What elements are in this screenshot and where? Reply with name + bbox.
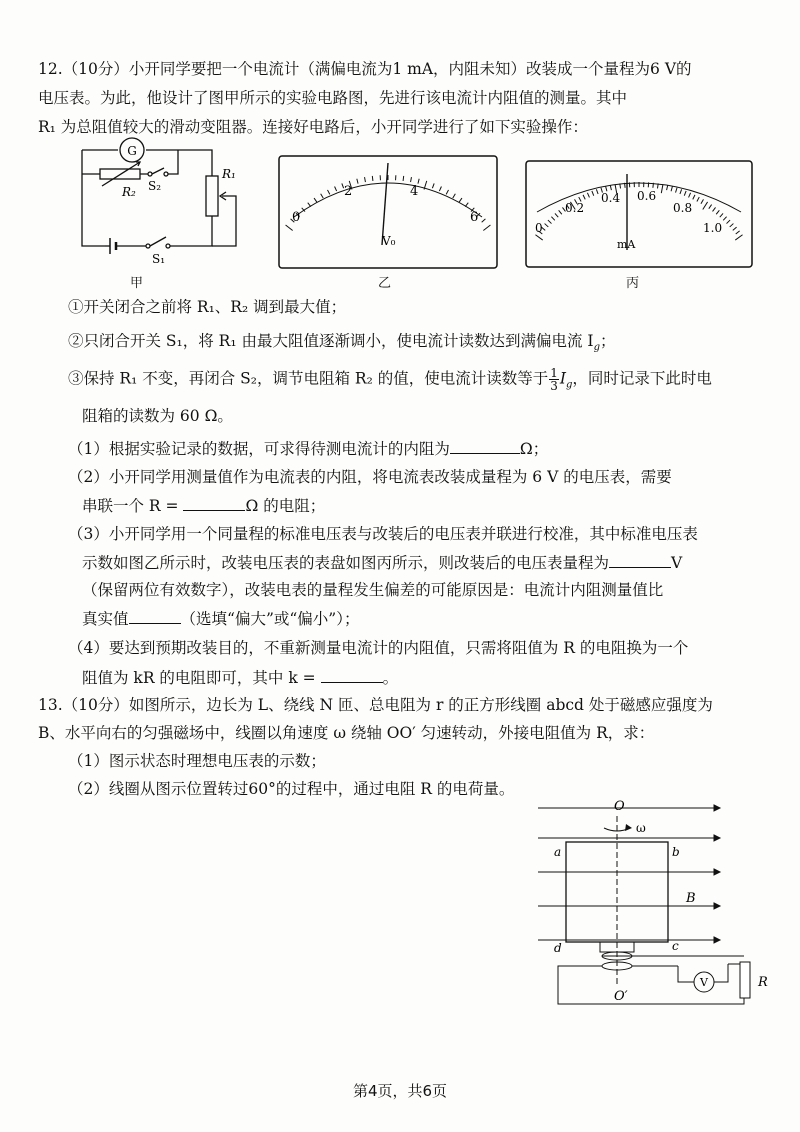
dial-tick: [483, 225, 490, 231]
dial-tick: [559, 210, 562, 214]
yi-tick-0: 0: [292, 210, 301, 225]
dial-tick: [709, 205, 712, 209]
omega-label: ω: [636, 821, 646, 835]
dial-tick: [545, 224, 549, 227]
dial-tick: [555, 213, 558, 217]
dial-tick: [335, 186, 337, 191]
dial-tick: [733, 227, 737, 230]
bing-tick-02: 0.2: [565, 201, 585, 215]
q12-step3-cont: 阻箱的读数为 60 Ω。: [82, 407, 233, 425]
caption-yi: 乙: [378, 276, 392, 291]
bing-tick-04: 0.4: [601, 191, 621, 205]
q12-line3: R₁ 为总阻值较大的滑动变阻器。连接好电路后，小开同学进行了如下实验操作：: [38, 118, 588, 136]
yi-unit: V₀: [382, 234, 396, 248]
voltmeter-label: V: [700, 976, 708, 989]
answer-blank-5[interactable]: [321, 666, 383, 683]
q12-step3: ③保持 R₁ 不变，再闭合 S₂，调节电阻箱 R₂ 的值，使电流计读数等于 $\frac{1}{3}$ $I_g$，同时记录下此时电: [68, 366, 712, 393]
dial-tick: [713, 207, 716, 211]
q12-part3-line1: （3）小开同学用一个同量程的标准电压表与改装后的电压表并联进行校准，其中标准电压表: [68, 525, 698, 543]
milliammeter-dial-bing: [525, 160, 753, 268]
field-label-b: B: [686, 891, 696, 906]
axis-label-o-prime: O′: [614, 989, 628, 1004]
dial-tick: [286, 225, 293, 231]
q12-line2: 电压表。为此，他设计了图甲所示的实验电路图，先进行该电流计内阻值的测量。其中: [38, 89, 628, 107]
field-arrowhead: [714, 937, 720, 943]
fraction-one-third: $\frac{1}{3}$: [550, 366, 558, 393]
q12-part4-line2: 阻值为 kR 的电阻即可，其中 k = 。: [82, 666, 398, 689]
dial-tick: [592, 191, 594, 196]
dial-tick: [587, 193, 589, 198]
q12-part3-line4: 真实值 （选填“偏大”或“偏小”）；: [82, 607, 359, 630]
q13-line1: 13.（10分）如图所示，边长为 L、绕线 N 匝、总电阻为 r 的正方形线圈 abcd 处于磁感应强度为: [38, 696, 713, 714]
dial-tick: [403, 176, 404, 181]
dial-tick: [328, 190, 330, 194]
bing-tick-06: 0.6: [637, 189, 657, 203]
dial-tick: [716, 210, 719, 214]
dial-tick: [411, 177, 412, 182]
q13-part2: （2）线圈从图示位置转过60°的过程中，通过电阻 R 的电荷量。: [68, 780, 515, 798]
dial-tick: [693, 195, 695, 199]
answer-blank-1[interactable]: [450, 437, 520, 454]
answer-blank-4[interactable]: [129, 607, 181, 624]
dial-tick: [689, 193, 691, 198]
q12-step1: ①开关闭合之前将 R₁、R₂ 调到最大值；: [68, 298, 347, 316]
resistor-label: R: [758, 975, 768, 990]
field-arrowhead: [714, 835, 720, 841]
q12-part3-line2: 示数如图乙所示时，改装电压表的表盘如图丙所示，则改装后的电压表量程为 V: [82, 551, 682, 574]
dial-tick: [482, 219, 486, 222]
q12-part2-line2: 串联一个 R = Ω 的电阻；: [82, 494, 325, 517]
dial-tick: [703, 202, 708, 210]
dial-tick: [365, 177, 366, 182]
dial-tick: [321, 194, 324, 198]
q13-line2: B、水平向右的匀强磁场中，线圈以角速度 ω 绕轴 OO′ 匀速转动，外接电阻值为 R，求：: [38, 724, 655, 742]
q12-step2: ②只闭合开关 S₁，将 R₁ 由最大阻值逐渐调小，使电流计读数达到满偏电流 $I_g$；: [68, 332, 616, 354]
dial-tick: [735, 235, 742, 240]
dial-tick: [610, 185, 611, 190]
corner-d: d: [554, 941, 562, 955]
dial-tick: [671, 186, 672, 191]
dial-tick: [548, 220, 552, 224]
dial-tick: [357, 179, 358, 184]
corner-a: a: [554, 845, 562, 859]
page-footer: 第4页，共6页: [352, 1082, 448, 1100]
yi-tick-2: 2: [344, 184, 353, 199]
field-arrowhead: [714, 805, 720, 811]
q13-part1: （1）图示状态时理想电压表的示数；: [68, 752, 326, 770]
corner-c: c: [672, 939, 679, 953]
s1-label: S₁: [152, 252, 166, 266]
dial-tick: [372, 176, 373, 181]
q12-line1: 12.（10分）小开同学要把一个电流计（满偏电流为1 mA，内阻未知）改装成一个量程为6 V的: [38, 60, 692, 78]
dial-tick: [727, 220, 731, 224]
bing-tick-08: 0.8: [673, 201, 693, 215]
bing-unit: mA: [617, 238, 636, 251]
dial-tick: [446, 190, 448, 194]
dial-tick: [583, 195, 585, 199]
magnetic-field-lines: [538, 805, 720, 943]
dial-tick: [418, 179, 419, 184]
dial-tick: [720, 213, 723, 217]
dial-tick: [439, 186, 441, 191]
field-arrowhead: [714, 903, 720, 909]
circuit-diagram-jia: [60, 136, 250, 266]
q12-part2-line1: （2）小开同学用测量值作为电流表的内阻，将电流表改装成量程为 6 V 的电压表，需要: [68, 468, 672, 486]
yi-tick-4: 4: [410, 184, 419, 199]
answer-blank-2[interactable]: [183, 494, 245, 511]
r1-label: R₁: [222, 167, 236, 181]
q12-part3-line3: （保留两位有效数字），改装电表的量程发生偏差的可能原因是：电流计内阻测量值比: [82, 581, 664, 599]
dial-tick: [459, 198, 462, 202]
dial-tick: [730, 224, 734, 227]
corner-b: b: [672, 845, 680, 859]
dial-tick: [661, 184, 663, 193]
dial-tick: [697, 197, 699, 201]
dial-tick: [701, 199, 704, 203]
voltmeter-dial-yi: [278, 155, 498, 269]
dial-tick: [676, 188, 677, 193]
dial-tick: [551, 217, 554, 221]
q12-part4-line1: （4）要达到预期改装目的，不重新测量电流计的内阻值，只需将阻值为 R 的电阻换为一个: [68, 639, 689, 657]
dial-tick: [723, 217, 726, 221]
axis-label-o: O: [614, 799, 625, 814]
bing-tick-10: 1.0: [703, 221, 723, 235]
r2-label: R₂: [122, 185, 136, 199]
bing-tick-0: 0: [535, 221, 543, 235]
yi-tick-6: 6: [470, 210, 479, 225]
dial-tick: [314, 198, 317, 202]
dial-tick: [680, 189, 682, 194]
coil-diagram: [528, 794, 778, 1016]
dial-tick: [535, 235, 542, 240]
q12-part1: （1）根据实验记录的数据，可求得待测电流计的内阻为 Ω；: [68, 437, 548, 460]
caption-jia: 甲: [130, 276, 144, 291]
dial-tick: [453, 194, 456, 198]
dial-tick: [667, 185, 668, 190]
dial-tick: [596, 189, 598, 194]
yi-pointer: [382, 163, 388, 245]
caption-bing: 丙: [626, 276, 640, 291]
field-arrowhead: [714, 869, 720, 875]
s2-label: S₂: [148, 179, 162, 193]
dial-tick: [432, 183, 434, 188]
dial-tick: [684, 191, 686, 196]
answer-blank-3[interactable]: [609, 551, 671, 568]
dial-tick: [736, 231, 740, 234]
galvanometer-label: G: [127, 144, 137, 158]
